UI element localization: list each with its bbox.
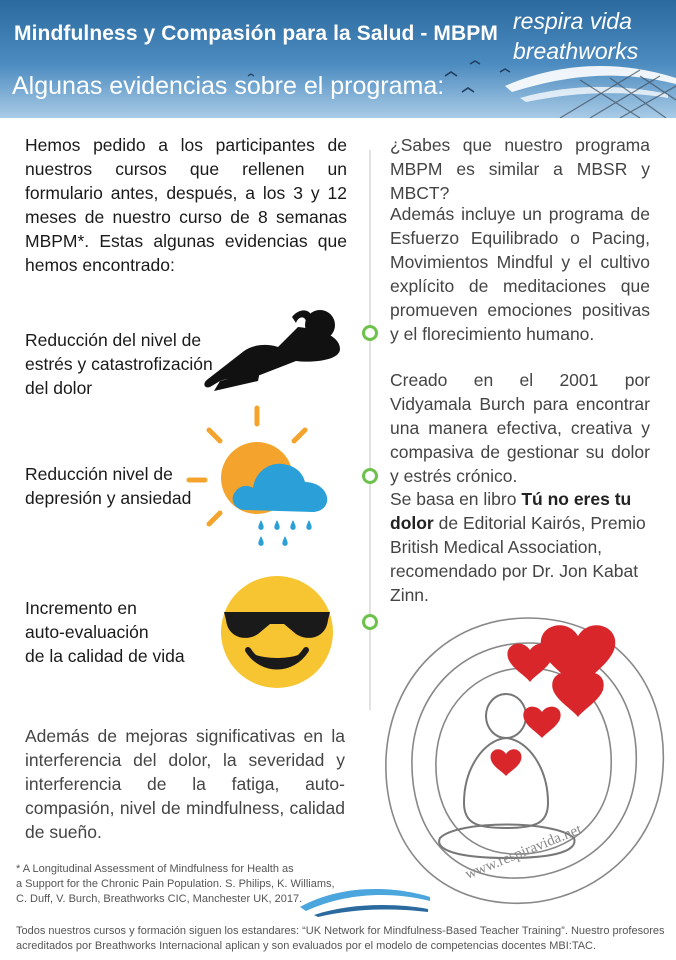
footnote-reference bbox=[16, 862, 346, 907]
label-line: de la calidad de vida bbox=[25, 646, 185, 666]
right-paragraph-1: ¿Sabes que nuestro programa MBPM es similar a MBSR y MBCT? bbox=[390, 135, 650, 203]
footnote-line: C. Duff, V. Burch, Breathworks CIC, Manchester UK, 2017. bbox=[16, 893, 303, 905]
right-paragraph-3: Creado en el 2001 por Vidyamala Burch para encontrar una manera efectiva, creativa y compasiva de gestionar su dolor y estrés crónico. bbox=[390, 370, 650, 486]
meditation-hearts-illustration bbox=[378, 588, 676, 920]
label-line: depresión y ansiedad bbox=[25, 488, 192, 508]
brand-subname: breathworks bbox=[513, 38, 639, 64]
label-line: estrés y catastrofización bbox=[25, 354, 213, 374]
additional-improvements-paragraph: Además de mejoras significativas en la interferencia del dolor, la severidad y interferencia de la fatiga, auto-compasión, nivel de mindfulness, calidad de sueño. bbox=[25, 726, 345, 842]
label-line: Reducción nivel de bbox=[25, 464, 173, 484]
standards-line: Todos nuestros cursos y formación siguen los estandares: “UK Network for Mindfulness-Based Teacher Training”. Nuestro profesores bbox=[16, 925, 665, 937]
brand-name: respira vida bbox=[513, 8, 632, 34]
footnote-line: * A Longitudinal Assessment of Mindfulness for Health as bbox=[16, 863, 294, 875]
footnote-line: a Support for the Chronic Pain Population. S. Philips, K. Williams, bbox=[16, 878, 335, 890]
benefit-quality-label bbox=[25, 596, 185, 668]
relaxing-person-icon bbox=[200, 305, 350, 395]
timeline-dot bbox=[362, 614, 378, 630]
timeline-dot bbox=[362, 468, 378, 484]
benefit-stress-label bbox=[25, 328, 213, 400]
intro-paragraph: Hemos pedido a los participantes de nuestros cursos que rellenen un formulario antes, después, a los 3 y 12 meses de nuestro curso de 8 semanas MBPM*. Estas algunas evidencias que hemos encontrado: bbox=[25, 135, 347, 275]
label-line: Reducción del nivel de bbox=[25, 330, 202, 350]
standards-note bbox=[16, 924, 666, 954]
page-subtitle: Algunas evidencias sobre el programa: bbox=[12, 72, 445, 100]
book-title: Tú no eres tu dolor bbox=[390, 489, 632, 533]
sun-rain-cloud-icon bbox=[185, 402, 345, 552]
page-title: Mindfulness y Compasión para la Salud - MBPM bbox=[14, 22, 498, 45]
timeline-dot bbox=[362, 325, 378, 341]
header-banner bbox=[0, 0, 676, 118]
website-watermark: www.respiravida.net bbox=[463, 821, 584, 883]
label-line: auto-evaluación bbox=[25, 622, 149, 642]
standards-line: acreditados por Breathworks Internacional aplican y son evaluados por el modelo de competencias docentes MBI:TAC. bbox=[16, 940, 597, 952]
label-line: Incremento en bbox=[25, 598, 137, 618]
sunglasses-smiley-icon bbox=[218, 572, 336, 690]
benefit-depression-label bbox=[25, 462, 191, 510]
right-paragraph-2: Además incluye un programa de Esfuerzo Equilibrado o Pacing, Movimientos Mindful y el cultivo explícito de meditaciones que promueven emociones positivas y el florecimiento humano. bbox=[390, 204, 650, 344]
text-span: Se basa en libro bbox=[390, 489, 522, 509]
text-span: de Editorial Kairós, Premio British Medical Association, recomendado por Dr. Jon Kabat Zinn. bbox=[390, 513, 646, 605]
label-line: del dolor bbox=[25, 378, 93, 398]
